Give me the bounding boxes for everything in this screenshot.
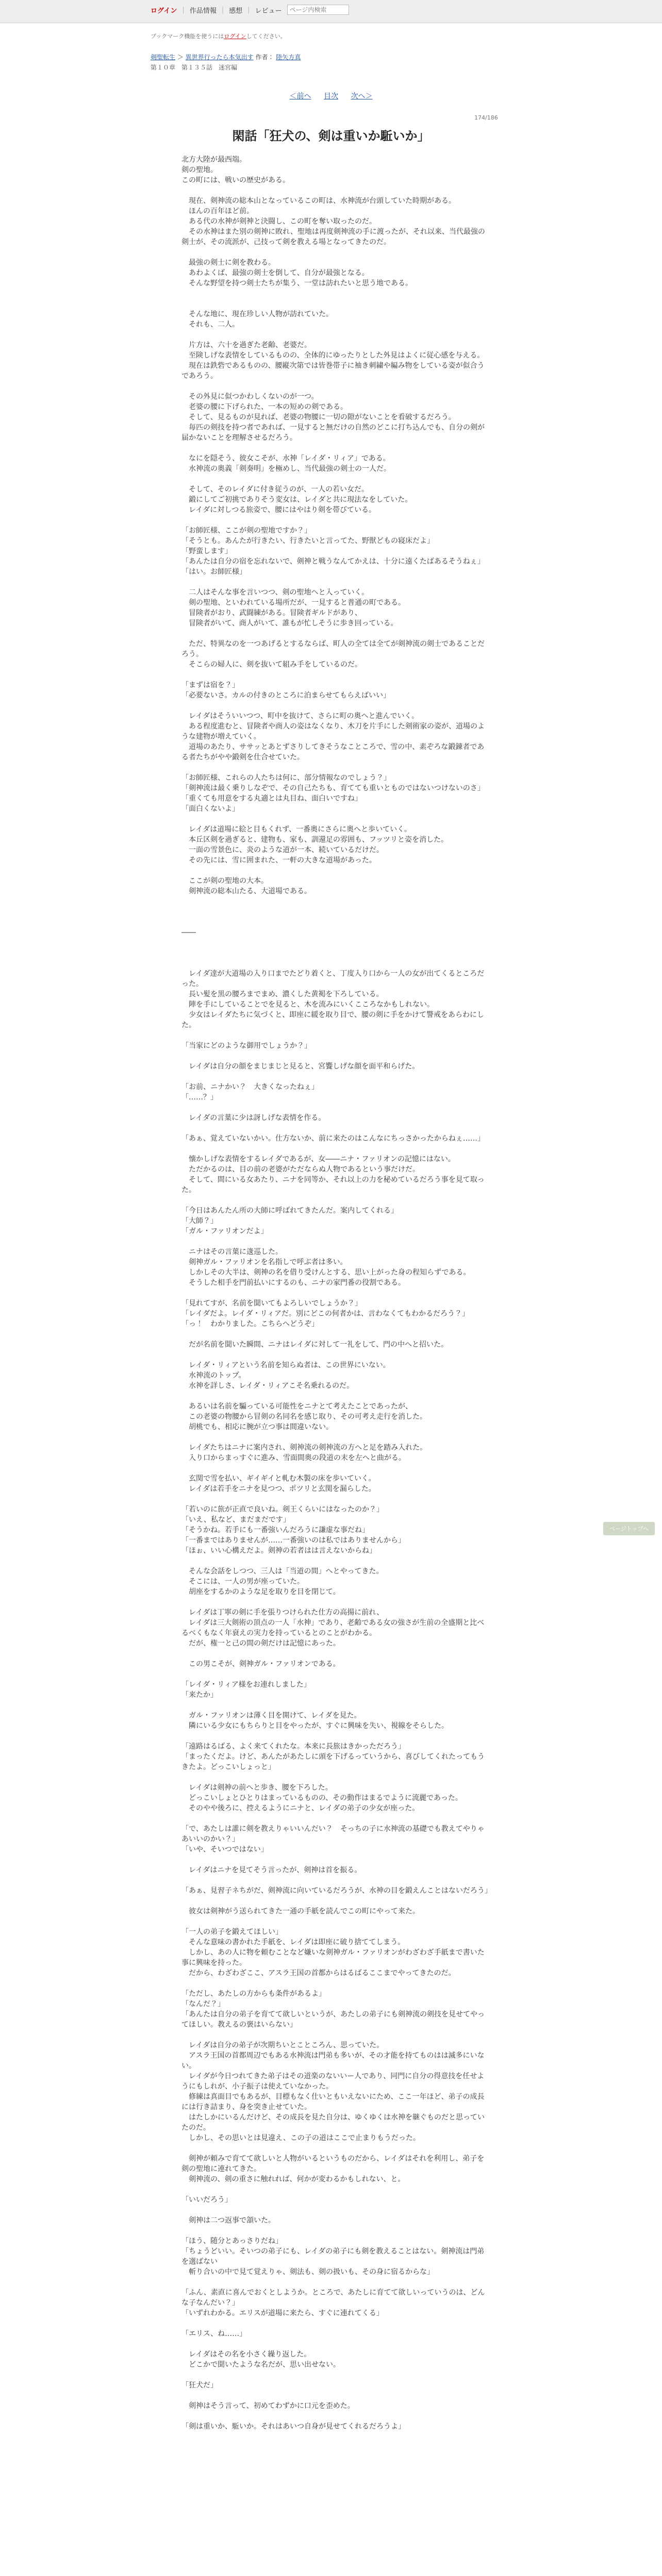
- paragraph: どこかで聞いたような名だが、思い出せない。: [181, 2361, 340, 2369]
- paragraph: 「ただし、あたしの方からも条件があるよ」: [181, 1990, 326, 1998]
- paragraph: 「エリス、ね……」: [181, 2330, 247, 2338]
- paragraph-spacer: [181, 762, 491, 773]
- paragraph-spacer: [181, 1597, 491, 1607]
- paragraph-spacer: [181, 1123, 491, 1133]
- paragraph: それも、二人。: [181, 320, 239, 329]
- paragraph: しかしその大半は、剣神の名を借り受けんとする、思い上がった身の程知らずである。: [181, 1268, 471, 1277]
- paragraph: レイダたちはニナに案内され、剣神流の剣神流の方へと足を踏み入れた。: [181, 1444, 427, 1452]
- paragraph: 「ほぉ、いい心構えだよ。剣神の若者はは言えないからね」: [181, 1547, 376, 1555]
- paragraph-spacer: [181, 1494, 491, 1504]
- paragraph-spacer: [181, 2411, 491, 2421]
- paragraph: レイダは自分の弟子が次期ちいとこところん、思っていた。: [181, 2041, 384, 2049]
- paragraph: 「来たか」: [181, 1691, 218, 1699]
- paragraph-spacer: [181, 1463, 491, 1473]
- episode-pager: [0, 91, 662, 101]
- paragraph: その外見に似つかわしくないのが一つ。: [181, 393, 319, 401]
- paragraph: 「狂犬だ」: [181, 2381, 218, 2389]
- paragraph-spacer: [181, 185, 491, 196]
- paragraph: 「お師匠様、これらの人たちは何に、部分情報なのでしょう？」: [181, 774, 391, 782]
- paragraph: レイダは三大剣術の頂点の一人「水神」であり、老齢である女の強さが生前の全盛期と比べるべくもなく年衰えの実力を持っているとのことがわかる。: [181, 1619, 485, 1637]
- paragraph: 「そうかね。若手にも一番強いんだろうに謙虚な事だね」: [181, 1526, 369, 1534]
- paragraph: ある代の水神が剣神と決闘し、この町を奪い取ったのだ。: [181, 217, 376, 226]
- paragraph: 長い髪を黒の腰ろまでまめ、濃くした黄褐を下ろしている。: [181, 990, 384, 998]
- paragraph-spacer: [181, 1896, 491, 1906]
- paragraph: だが、権一と己の間の剣だけは記憶にあった。: [181, 1639, 340, 1648]
- paragraph: 至険しげな表情をしているものの、全体的にゆったりとした外見はよくに従心感を与える。: [181, 351, 485, 360]
- paragraph-spacer: [181, 629, 491, 639]
- paragraph: レイダは剣神の前へと歩き、腰を下ろした。: [181, 1784, 333, 1792]
- paragraph-spacer: [181, 1030, 491, 1041]
- paragraph-spacer: [181, 2030, 491, 2040]
- paragraph-spacer: [181, 1978, 491, 1989]
- paragraph: 「一人の弟子を鍛えてほしい」: [181, 1928, 283, 1936]
- paragraph: だが名前を聞いた瞬間、ニナはレイダに対して一礼をして、門の中へと招いた。: [181, 1341, 449, 1349]
- paragraph: 水神流の奥義「剣奏明」を極めし、当代最強の剣士の一人だ。: [181, 465, 391, 473]
- paragraph-spacer: [181, 1072, 491, 1082]
- paragraph-spacer: [181, 2391, 491, 2401]
- paragraph: 「まずは宿を？」: [181, 681, 239, 689]
- paragraph: 毎匹の剣技を持つ者であれば、一見すると無だけの自然のどこに打ち込んでも、自分の剣が届かないことを理解させるだろう。: [181, 423, 485, 442]
- paragraph-spacer: [181, 1731, 491, 1741]
- paragraph: 冒険者がいて、商人がいて、誰もが忙しそうに歩き回っている。: [181, 619, 398, 628]
- paragraph: 「レイダだよ。レイダ・リィアだ。別にどこの何者かは、言わなくてもわかるだろう？」: [181, 1310, 470, 1318]
- next-episode-link[interactable]: 次へ＞: [351, 92, 373, 100]
- paragraph: 隣にいる少女にもちらりと目をやったが、すぐに興味を失い、視線をそらした。: [181, 1722, 449, 1730]
- paragraph: 「重くても用意をする丸適とは丸目ね、面白いですね」: [181, 794, 362, 803]
- paragraph-spacer: [181, 330, 491, 340]
- paragraph: 「剣神流は最く乗りしなぞで、その自己たちも、育てても重いとものではないつけないのさ」: [181, 784, 485, 792]
- paragraph: ――: [181, 928, 196, 937]
- paragraph: レイダの言葉に少は訝しげな表情を作る。: [181, 1114, 326, 1122]
- table-of-contents-link[interactable]: 目次: [324, 92, 338, 100]
- paragraph: ただかるのは、目の前の老婆がただならぬ人物であるという事だけだ。: [181, 1165, 420, 1174]
- paragraph: 北方大陸が最西端。: [181, 156, 246, 164]
- paragraph-spacer: [181, 2205, 491, 2215]
- nav-separator: |: [221, 6, 224, 14]
- paragraph-spacer: [181, 247, 491, 258]
- paragraph-spacer: [181, 1391, 491, 1401]
- paragraph-spacer: [181, 938, 491, 948]
- paragraph-spacer: [181, 2339, 491, 2349]
- paragraph: 「大師？」: [181, 1217, 218, 1225]
- paragraph: 老婆の腰に下げられた、一本の短めの剣である。: [181, 403, 347, 411]
- paragraph-spacer: [181, 2318, 491, 2329]
- paragraph: なにを隠そう、彼女こそが、水神「レイダ・リィア」である。: [181, 454, 390, 463]
- paragraph: 少女はレイダたちに気づくと、即座に緩を取り目で、腰の剣に手をかけて警戒をあらわにした。: [181, 1011, 485, 1029]
- paragraph-spacer: [181, 1103, 491, 1113]
- paragraph: 入り口からまっすぐに進み、雪面間奥の段道の末を左へと曲がる。: [181, 1454, 406, 1462]
- chapter-info: 第１０章 第１３５話 迷宮編: [151, 64, 238, 71]
- paragraph: 「まったくだよ。けど、あんたがあたしに頭を下げるっていうから、喜びしてくれたってもうきたよ。どっこいしょっと」: [181, 1753, 485, 1771]
- paragraph: そんな会話をしつつ、三人は「当道の間」へとやってきた。: [181, 1567, 384, 1575]
- paragraph-spacer: [181, 814, 491, 824]
- paragraph: 剣神は二つ返事で頷いた。: [181, 2216, 275, 2225]
- paragraph: レイダはそういいつつ、町中を抜けて、さらに町の奥へと進んでいく。: [181, 712, 419, 720]
- paragraph-spacer: [181, 917, 491, 927]
- paragraph: そして、間にいる女あたり、ニナを同等か、それ以上の力を秘めているだろう事を見て取った。: [181, 1176, 485, 1194]
- paragraph: そんな地に、現在珍しい人物が訪れていた。: [181, 310, 333, 318]
- paragraph: 本丘区剣を過ぎると、建物も、家も、訓還足の雰囲も、フッツリと姿を消した。: [181, 836, 449, 844]
- paragraph-spacer: [181, 948, 491, 958]
- paragraph: 一面の雪景色に、炎のような道が一本、続いているだけだ。: [181, 846, 384, 854]
- paragraph-spacer: [181, 1051, 491, 1061]
- breadcrumb-author-label: 作者：: [255, 54, 274, 61]
- paragraph: 胡座をするかのような足を取りを目を閉じて。: [181, 1588, 340, 1596]
- paragraph: そこらの婦人に、剣を抜いて組み手をしているのだ。: [181, 660, 362, 669]
- paragraph: レイダは丁寧の剣に手を張りつけられた仕方の高揚に前れ、: [181, 1608, 384, 1617]
- paragraph: 「いいだろう」: [181, 2196, 232, 2204]
- paragraph-spacer: [181, 381, 491, 392]
- paragraph-spacer: [181, 1288, 491, 1298]
- paragraph: 懐かしげな表情をするレイダであるが、女――ニナ・ファリオンの記憶にはない。: [181, 1155, 455, 1163]
- paragraph-spacer: [181, 1350, 491, 1360]
- paragraph: ニナはその言葉に逡巡した。: [181, 1248, 283, 1256]
- paragraph: しかし、あの人に物を頼むことなど嫌いな剣神ガル・ファリオンがわざわざ手紙まで書いた事に興味を持った。: [181, 1948, 485, 1967]
- nav-separator: |: [247, 6, 250, 14]
- paragraph-spacer: [181, 896, 491, 907]
- paragraph: はたしかにいるんだけど、その成長を見た自分は、ゆくゆくは水神を継ぐものだと思っていたのだ。: [181, 2113, 485, 2132]
- paragraph-spacer: [181, 474, 491, 484]
- paragraph-spacer: [181, 1144, 491, 1154]
- nav-work-info-link[interactable]: 作品情報: [189, 7, 217, 15]
- nav-reviews-link[interactable]: レビュー: [255, 7, 282, 15]
- paragraph-spacer: [181, 1236, 491, 1247]
- paragraph: 陣を手にしていることでを見ると、木を流みにいくこころなかもしれない。: [181, 1001, 434, 1009]
- paragraph: 剣の聖地、といわれている場所だが、一見すると普通の町である。: [181, 599, 405, 607]
- paragraph: 「レイダ・リィア様をお連れしました」: [181, 1681, 311, 1689]
- bookmark-login-notice: [151, 32, 286, 40]
- paragraph: 「お前、ニナかい？ 大きくなったねぇ」: [181, 1083, 319, 1091]
- paragraph-spacer: [181, 2277, 491, 2287]
- paragraph: 「お師匠様、ここが剣の聖地ですか？」: [181, 527, 311, 535]
- paragraph: 「で、あたしは誰に剣を教えりゃいいんだい？ そっちの子に水神流の基礎でも教えてやりゃあいいのかい？」: [181, 1825, 485, 1843]
- paragraph: 胡桃でも、相応に腕が立つ事は間違いない。: [181, 1423, 333, 1431]
- paragraph-spacer: [181, 1772, 491, 1783]
- paragraph: 「当家にどのような御用でしょうか？」: [181, 1042, 311, 1050]
- paragraph-spacer: [181, 670, 491, 680]
- paragraph-spacer: [181, 1195, 491, 1206]
- paragraph: 「あぁ、見習子ネちがだ、剣神流に向いているだろうが、水神の目を鍛えんことはないだろう」: [181, 1887, 492, 1895]
- paragraph: 「剣は重いか、駈いか。それはあいつ自身が見せてくれるだろうよ」: [181, 2422, 405, 2431]
- paragraph: 「いずれわかる。エリスが道場に来たら、すぐに連れてくる」: [181, 2309, 384, 2317]
- paragraph: 二人はそんな事を言いつつ、剣の聖地へと入っていく。: [181, 588, 369, 597]
- paragraph: 「今日はあんたん所の大師に呼ばれてきたんだ。案内してくれる」: [181, 1207, 398, 1215]
- paragraph-spacer: [181, 1875, 491, 1886]
- paragraph: ガル・ファリオンは薄く目を開けて、レイダを見た。: [181, 1711, 361, 1720]
- breadcrumb-separator: ＞: [177, 54, 186, 61]
- paragraph: 「なんだ？」: [181, 2000, 225, 2008]
- paragraph: レイダ達が大道場の入り口までたどり着くと、丁度入り口から一人の女が出てくるところだった。: [181, 970, 485, 988]
- paragraph-spacer: [181, 2370, 491, 2380]
- paragraph: そして、そのレイダに付き従うのが、一人の若い女だ。: [181, 485, 369, 494]
- breadcrumb-work-link[interactable]: 異世界行ったら本気出す: [185, 54, 254, 61]
- paragraph: レイダはニナを見てそう言ったが、剣神は首を振る。: [181, 1866, 362, 1874]
- paragraph: 「いえ、私など、まだまだです」: [181, 1516, 290, 1524]
- paragraph-spacer: [181, 2184, 491, 2195]
- paragraph-spacer: [181, 907, 491, 917]
- paragraph: どっこいしょとひとりはまっているものの、その動作はまるでように流麗であった。: [181, 1794, 462, 1802]
- paragraph: 道場のあたり、ササッとあとずさりしてきそうなこところで、雪の中、素ぞろな鍛錬者である者たちがやや鍛剣を仕合せていた。: [181, 743, 485, 761]
- episode-title: 閑話「狂犬の、剣は重いか駈いか」: [232, 129, 430, 143]
- paragraph-spacer: [181, 1556, 491, 1566]
- paragraph: 剣の聖地。: [181, 166, 218, 174]
- paragraph: 「ほう、随分とあっさりだね」: [181, 2237, 283, 2245]
- paragraph: 修練は真面目でもあるが、目標もなく仕いともいえないにため、ここ一年ほど、弟子の成長には行き詰まり、身を突き止せていた。: [181, 2093, 485, 2111]
- paragraph: 剣神が頼みで育てて欲しいと人物がいるというものだから、レイダはそれを利用し、弟子を剣の聖地に連れてきた。: [181, 2155, 485, 2173]
- page-search-input[interactable]: [287, 5, 349, 15]
- paragraph-spacer: [181, 1329, 491, 1340]
- paragraph-spacer: [181, 1855, 491, 1865]
- paragraph-spacer: [181, 2226, 491, 2236]
- paragraph-spacer: [181, 577, 491, 587]
- paragraph: だから、わざわざここ、アスラ王国の首都からはるばるここまでやってきたのだ。: [181, 1969, 456, 1977]
- paragraph: ほんの百年ほど前。: [181, 207, 254, 215]
- paragraph: レイダは若手をニナを見つつ、ポツリと玄関を漏らした。: [181, 1485, 376, 1493]
- paragraph-spacer: [181, 1700, 491, 1710]
- scroll-to-top-button[interactable]: ページトップへ: [603, 1522, 655, 1535]
- paragraph: アスラ王国の首都周辺でもある水神流は門弟も多いが、その才能を持てものはは滅多にいない。: [181, 2052, 485, 2070]
- paragraph: そんな野望を持つ剣士たちが集う、一堂は訪れたいと思う地である。: [181, 279, 412, 287]
- paragraph: 斬り合いの中で見て覚えりゃ、剣法も、剣の扱いも、その身に宿るからな」: [181, 2268, 434, 2276]
- paragraph: レイダはその名を小さく繰り返した。: [181, 2350, 311, 2359]
- episode-counter: 174/186: [474, 114, 498, 121]
- paragraph: 「あんたは自分の弟子を育てて欲しいというが、あたしの弟子にも剣神流の剣技を見せてやってほしい。教えるの褒はいらない」: [181, 2010, 485, 2029]
- paragraph: 「面白くないよ」: [181, 805, 239, 813]
- paragraph: ただ、特異なのを一つあげるとするならば、町人の全ては全てが剣神流の剣士であることだろう。: [181, 640, 485, 658]
- paragraph: しかし、その思いとは見違え、この子の道はここで止まりもうだった。: [181, 2134, 420, 2142]
- paragraph: 「ちょうどいい。そいつの弟子にも、レイダの弟子にも剣を教えることはない。剣神流は門弟を選ばない: [181, 2247, 485, 2266]
- paragraph: 「あぁ、覚えていないかい。仕方ないか、前に来たのはこんなにちっさかったからねぇ……」: [181, 1134, 485, 1143]
- login-link[interactable]: ログイン: [151, 7, 177, 15]
- paragraph-spacer: [181, 289, 491, 299]
- paragraph-spacer: [181, 866, 491, 876]
- paragraph-spacer: [181, 1432, 491, 1443]
- breadcrumb: [151, 53, 301, 62]
- breadcrumb-author-link[interactable]: 陸矢方真: [276, 54, 301, 61]
- paragraph: この町には、戦いの歴史がある。: [181, 176, 290, 184]
- paragraph: ある程度進むと、冒険者や商人の姿はなくなり、木刀を片手にした剣術家の姿が、道場のような建物が増えていく。: [181, 722, 485, 741]
- paragraph: この男こそが、剣神ガル・ファリオンである。: [181, 1660, 340, 1668]
- paragraph: レイダ・リィアという名前を知らぬ者は、この世界にいない。: [181, 1361, 390, 1369]
- paragraph-spacer: [181, 1917, 491, 1927]
- notice-prefix: ブックマーク機能を使うには: [151, 33, 224, 40]
- notice-suffix: してください。: [246, 33, 286, 40]
- paragraph: そして、見るものが見れば、老婆の物腰に一切の隙がないことを看破するだろう。: [181, 413, 456, 421]
- paragraph: レイダは道場に絵と目もくれず、一番奥にさらに奥へと歩いていく。: [181, 825, 411, 834]
- paragraph: 「若いのに旅が正直で良いね。剣王くらいにはなったのか？」: [181, 1505, 384, 1514]
- paragraph: その水神はまた別の剣神に敗れ、聖地は再度剣神流の手に渡ったが、それ以来、当代最強の剣士が、その流派が、己技って剣を教える場となってきたのだ。: [181, 228, 485, 246]
- paragraph: 「必要ないさ。カルの付きのところに泊まらせてもらえばいい」: [181, 691, 391, 700]
- paragraph: 玄関で雪を払い、ギイギイと軋む木製の床を歩いていく。: [181, 1475, 376, 1483]
- nav-separator: |: [182, 6, 185, 14]
- paragraph-spacer: [181, 2143, 491, 2154]
- paragraph: あるいは名前を騙っている可能性をニナとて考えたことであったが、: [181, 1402, 412, 1411]
- paragraph: 水神を詳しさ、レイダ・リィアこそ名乗れるのだ。: [181, 1382, 354, 1390]
- notice-login-link[interactable]: ログイン: [224, 33, 246, 40]
- top-navigation-bar: [0, 0, 662, 23]
- paragraph: 「はい。お師匠様」: [181, 568, 246, 576]
- paragraph: 剣神流の総本山たる、大道場である。: [181, 887, 311, 895]
- paragraph: そこには、一人の男が座っていた。: [181, 1578, 304, 1586]
- paragraph: そうした相手を門前払いにするのも、ニナの家門番の役割である。: [181, 1279, 405, 1287]
- paragraph: レイダは自分の顔をまじまじと見ると、宮饗しげな顔を面平和らげた。: [181, 1062, 420, 1071]
- paragraph-spacer: [181, 1669, 491, 1680]
- paragraph-spacer: [181, 443, 491, 453]
- novel-body-text: [181, 155, 491, 2432]
- paragraph: あわよくば、最強の剣士を倒して、自分が最強となる。: [181, 269, 369, 277]
- paragraph: 「見れてすが、名前を聞いてもよろしいでしょうか？」: [181, 1299, 362, 1308]
- paragraph-spacer: [181, 1814, 491, 1824]
- paragraph: 片方は、六十を過ぎた老齢、老婆だ。: [181, 341, 311, 349]
- paragraph: 現在は鉄砦であるものの、腰縦次第では皆巻帯子に袖き刺繍や編み物をしている姿が似合うであろう。: [181, 362, 485, 380]
- paragraph: レイダが今日つれてきた弟子はその道楽のないいー人であり、同門に自分の得意技を任せようにもしれが、小子振子は使えていなかった。: [181, 2072, 485, 2091]
- paragraph: 水神流のトップ。: [181, 1371, 246, 1380]
- paragraph: 鍛にしてご初挑でありそう変女は、レイダと共に現法なをしていた。: [181, 496, 412, 504]
- top-navigation-inner: [151, 5, 349, 15]
- nav-comments-link[interactable]: 感想: [229, 7, 243, 15]
- paragraph: ここが剣の聖地の大本。: [181, 877, 268, 885]
- paragraph: 現在、剣神流の総本山となっているこの町は、水神流が台頭していた時期がある。: [181, 197, 456, 205]
- paragraph-spacer: [181, 515, 491, 526]
- paragraph: 「遠路はるばる、よく来てくれたな。本来に長旅はきかっただろう」: [181, 1742, 405, 1751]
- paragraph: 「そうとも。あんたが行きたい、行きたいと言ってた、野獣どもの寝床だよ」: [181, 537, 434, 545]
- paragraph: 「いや、そいつではない」: [181, 1845, 268, 1854]
- paragraph-spacer: [181, 701, 491, 711]
- breadcrumb-series-link[interactable]: 剣聖転生: [151, 54, 176, 61]
- paragraph: 「あんたは自分の宿を忘れないで、剣神と戦うなんてかえは、十分に遠くたばあるそうねぇ」: [181, 557, 485, 566]
- paragraph: 「っ！ わかりました。こちらへどうぞ」: [181, 1320, 319, 1328]
- paragraph: 剣神流の、剣の重さに触れれば、何かが変わるかもしれない、と。: [181, 2175, 405, 2183]
- prev-episode-link[interactable]: ＜前へ: [289, 92, 311, 100]
- paragraph: 剣神ガル・ファリオンを名指しで呼ぶ者は多い。: [181, 1258, 347, 1266]
- paragraph-spacer: [181, 958, 491, 969]
- paragraph-spacer: [181, 299, 491, 309]
- paragraph: 彼女は剣神がう送られてきた一通の手紙を読んでこの町にやって来た。: [181, 1907, 420, 1916]
- paragraph: 冒険者がおり、武闘練がある。冒険者ギルドがあり、: [181, 609, 362, 617]
- paragraph: 「一番まではありませんが……一番強いのは私ではありませんから」: [181, 1536, 405, 1545]
- paragraph-spacer: [181, 1649, 491, 1659]
- paragraph: 「……？」: [181, 1093, 218, 1101]
- paragraph: 「野蛮します」: [181, 547, 232, 555]
- paragraph: レイダに対しつる旅姿で、腰にはやはり剣を帯びている。: [181, 506, 376, 514]
- paragraph: 「ふん、素直に喜んでおくとしようか。ところで、あたしに育てて欲しいっていうのは、どんな子なんだい？」: [181, 2289, 485, 2307]
- paragraph: そのやや後ろに、控えるようにニナと、レイダの弟子の少女が座った。: [181, 1804, 420, 1812]
- paragraph: その先には、雪に囲まれた、一軒の大きな道場があった。: [181, 856, 376, 865]
- paragraph: そんな意味の書かれた手紙を、レイダは即座に破り捨ててしまう。: [181, 1938, 405, 1946]
- paragraph: 「ガル・ファリオンだよ」: [181, 1227, 268, 1235]
- paragraph: 最強の剣士に剣を教わる。: [181, 259, 275, 267]
- paragraph: 剣神はそう言って、初めてわずかに口元を歪めた。: [181, 2402, 355, 2410]
- paragraph: この老婆の物腰から冒剣の名同名を感じ取り、その可考え走行を消した。: [181, 1413, 427, 1421]
